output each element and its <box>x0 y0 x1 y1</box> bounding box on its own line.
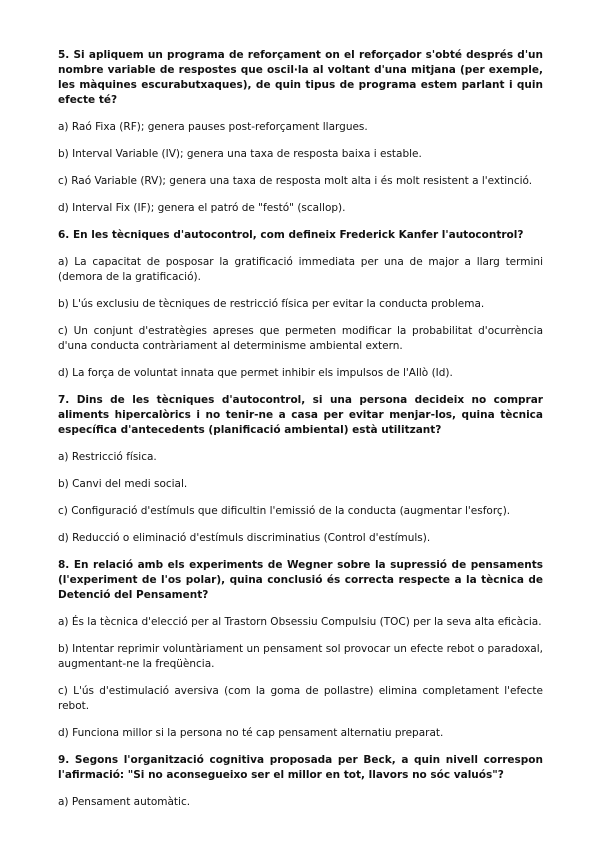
option-b: b) L'ús exclusiu de tècniques de restricció física per evitar la conducta problema. <box>58 298 485 310</box>
option-a: a) Raó Fixa (RF); genera pauses post-reforçament llargues. <box>58 121 368 133</box>
option-c: c) L'ús d'estimulació aversiva (com la goma de pollastre) elimina completament l'efecte rebot. <box>58 685 543 712</box>
option-b: b) Intentar reprimir voluntàriament un pensament sol provocar un efecte rebot o paradoxal, augmentant-ne la freqüència. <box>58 643 543 670</box>
question-9 <box>58 753 543 810</box>
question-text: 8. En relació amb els experiments de Wegner sobre la supressió de pensaments (l'experiment de l'os polar), quina conclusió és correcta respecte a la tècnica de Detenció del Pensament? <box>58 559 543 601</box>
question-text: 7. Dins de les tècniques d'autocontrol, si una persona decideix no comprar aliments hipercalòrics i no tenir-ne a casa per evitar menjar-los, quina tècnica específica d'antecedents (planificació ambiental) està utilitzant? <box>58 394 543 436</box>
document-page <box>58 48 543 822</box>
option-d: d) Interval Fix (IF); genera el patró de "festó" (scallop). <box>58 202 346 214</box>
option-b: b) Canvi del medi social. <box>58 478 188 490</box>
option-b: b) Interval Variable (IV); genera una taxa de resposta baixa i estable. <box>58 148 422 160</box>
question-7 <box>58 393 543 546</box>
option-d: d) La força de voluntat innata que permet inhibir els impulsos de l'Allò (Id). <box>58 367 453 379</box>
option-c: c) Raó Variable (RV); genera una taxa de resposta molt alta i és molt resistent a l'extinció. <box>58 175 533 187</box>
option-c: c) Configuració d'estímuls que dificultin l'emissió de la conducta (augmentar l'esforç). <box>58 505 511 517</box>
option-a: a) Pensament automàtic. <box>58 796 191 808</box>
question-8 <box>58 558 543 741</box>
option-a: a) És la tècnica d'elecció per al Trastorn Obsessiu Compulsiu (TOC) per la seva alta eficàcia. <box>58 616 542 628</box>
option-c: c) Un conjunt d'estratègies apreses que permeten modificar la probabilitat d'ocurrència d'una conducta contràriament al determinisme ambiental extern. <box>58 325 543 352</box>
option-d: d) Reducció o eliminació d'estímuls discriminatius (Control d'estímuls). <box>58 532 431 544</box>
question-text: 6. En les tècniques d'autocontrol, com defineix Frederick Kanfer l'autocontrol? <box>58 229 524 241</box>
question-5 <box>58 48 543 216</box>
question-text: 9. Segons l'organització cognitiva proposada per Beck, a quin nivell correspon l'afirmació: "Si no aconsegueixo ser el millor en tot, llavors no sóc valuós"? <box>58 754 543 781</box>
option-a: a) La capacitat de posposar la gratificació immediata per una de major a llarg termini (demora de la gratificació). <box>58 256 543 283</box>
option-d: d) Funciona millor si la persona no té cap pensament alternatiu preparat. <box>58 727 444 739</box>
option-a: a) Restricció física. <box>58 451 157 463</box>
question-text: 5. Si apliquem un programa de reforçament on el reforçador s'obté després d'un nombre variable de respostes que oscil·la al voltant d'una mitjana (per exemple, les màquines escurabutxaques), de quin tipus de programa estem parlant i quin efecte té? <box>58 49 543 106</box>
question-6 <box>58 228 543 381</box>
